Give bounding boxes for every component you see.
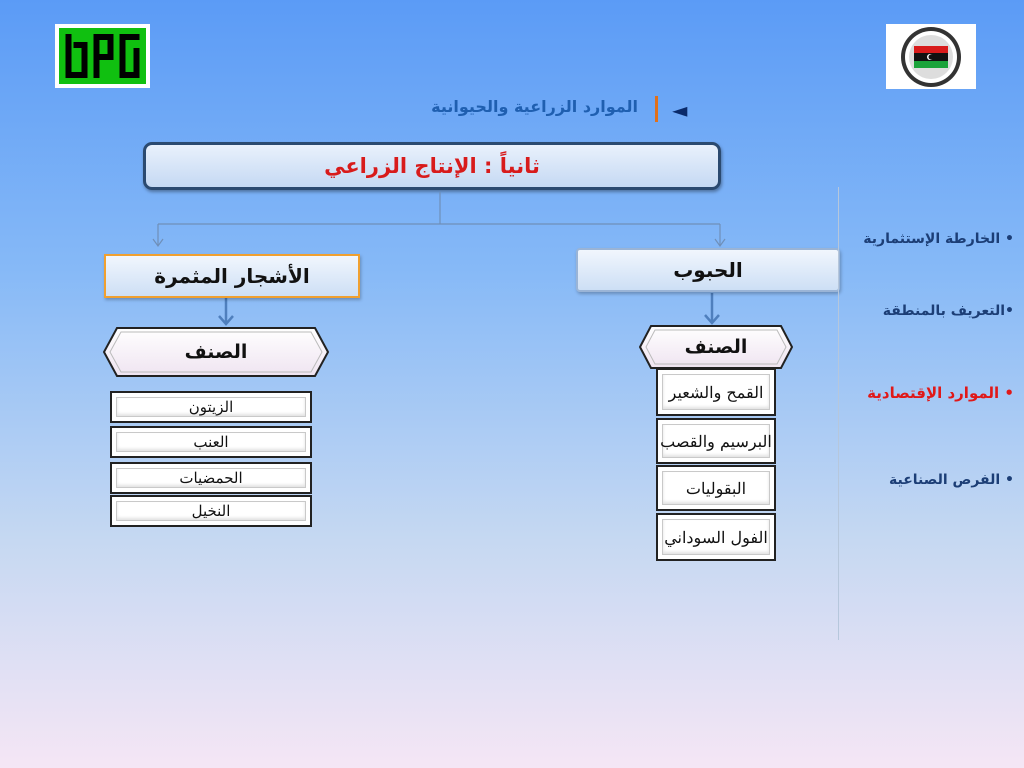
list-item: الفول السوداني: [656, 513, 776, 561]
arrowhead-right: [715, 239, 725, 246]
header-separator: [655, 96, 658, 122]
list-item: البرسيم والقصب: [656, 418, 776, 464]
kufic-logo-icon: [55, 24, 150, 88]
class-label-trees: [103, 327, 329, 377]
arrowhead-left: [153, 239, 163, 246]
list-item: القمح والشعير: [656, 368, 776, 416]
left-triangle-icon: ◄: [672, 98, 688, 122]
ministry-emblem-icon: [886, 24, 976, 89]
list-item: العنب: [110, 426, 312, 458]
section-title: الموارد الزراعية والحيوانية: [431, 97, 638, 116]
sidebar-item-investment-map[interactable]: • الخارطة الإستثمارية: [863, 231, 1014, 247]
sidebar-item-economic-resources[interactable]: • الموارد الإقتصادية: [867, 384, 1014, 402]
list-item: البقوليات: [656, 465, 776, 511]
class-label-trees-text: الصنف: [184, 341, 248, 363]
sidebar-item-region-intro[interactable]: •التعريف بالمنطقة: [882, 303, 1014, 319]
list-item: الحمضيات: [110, 462, 312, 494]
class-label-grains-text: الصنف: [684, 336, 748, 358]
class-label-grains: [639, 325, 793, 369]
category-grains: [576, 248, 840, 292]
main-title-text: ثانياً : الإنتاج الزراعي: [324, 154, 540, 178]
list-item: الزيتون: [110, 391, 312, 423]
sidebar-item-industrial-opportunities[interactable]: • الفرص الصناعية: [889, 472, 1014, 488]
sidebar-divider: [838, 187, 839, 640]
arrowhead-grains: [705, 315, 719, 323]
category-trees-label: الأشجار المثمرة: [154, 264, 310, 288]
list-item: النخيل: [110, 495, 312, 527]
category-grains-label: الحبوب: [673, 258, 743, 282]
main-title-box: [143, 142, 721, 190]
category-fruit-trees: [104, 254, 360, 298]
arrowhead-trees: [219, 316, 233, 324]
